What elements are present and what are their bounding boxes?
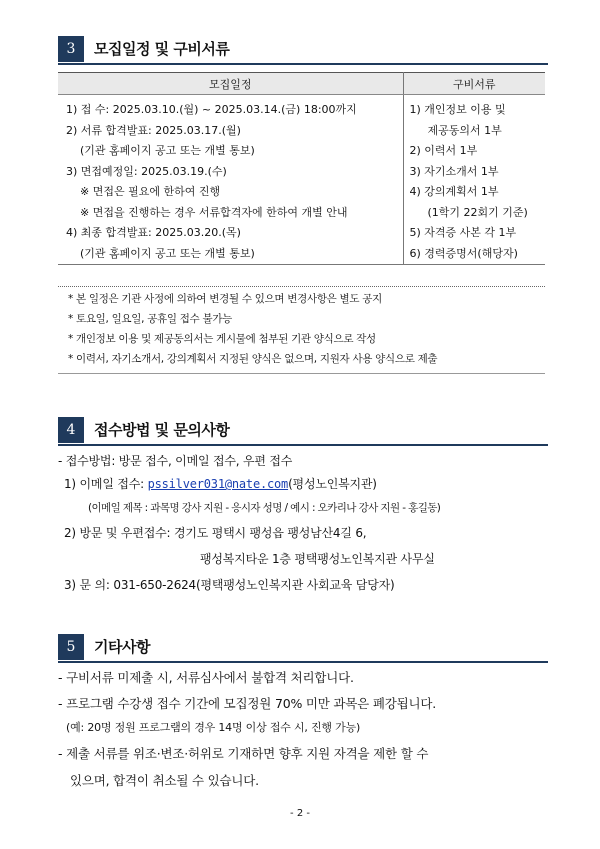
contact-line: 3) 문 의: 031-650-2624(평택팽성노인복지관 사회교육 담당자)	[64, 578, 395, 592]
other-line: - 프로그램 수강생 접수 기간에 모집정원 70% 미만 과목은 폐강됩니다.	[58, 696, 436, 711]
email-org: (평성노인복지관)	[288, 477, 377, 491]
document-line: 5) 자격증 사본 각 1부	[409, 226, 517, 239]
schedule-cell	[58, 95, 403, 265]
section-3-rule	[58, 63, 548, 65]
note-line: * 개인정보 이용 및 제공동의서는 게시물에 첨부된 기관 양식으로 작성	[68, 333, 376, 345]
document-line: 6) 경력증명서(해당자)	[409, 246, 518, 260]
receipt-method: - 접수방법: 방문 접수, 이메일 접수, 우편 접수	[58, 454, 293, 468]
note-line: * 본 일정은 기관 사정에 의하여 변경될 수 있으며 변경사항은 별도 공지	[68, 293, 382, 305]
document-line: 4) 강의계획서 1부	[409, 185, 499, 198]
visit-address-line: 2) 방문 및 우편접수: 경기도 평택시 팽성읍 팽성남산4길 6,	[64, 526, 367, 540]
document-line: 제공동의서 1부	[427, 123, 502, 137]
other-line: (예: 20명 정원 프로그램의 경우 14명 이상 접수 시, 진행 가능)	[66, 721, 361, 734]
note-line: * 이력서, 자기소개서, 강의계획서 지정된 양식은 없으며, 지원자 사용 양식으로 제출	[68, 353, 438, 365]
email-label: 1) 이메일 접수:	[64, 477, 148, 491]
schedule-line: ※ 면접을 진행하는 경우 서류합격자에 한하여 개별 안내	[80, 205, 348, 219]
schedule-table	[58, 72, 545, 265]
visit-address-line-2: 팽성복지타운 1층 평택팽성노인복지관 사무실	[200, 552, 435, 566]
section-3-number: 3	[58, 36, 84, 62]
schedule-line: (기관 홈페이지 공고 또는 개별 통보)	[80, 246, 255, 260]
other-line: - 제출 서류를 위조·변조·허위로 기재하면 향후 지원 자격을 제한 할 수	[58, 746, 429, 761]
schedule-line: 4) 최종 합격발표: 2025.03.20.(목)	[66, 226, 241, 239]
section-5-header	[58, 634, 548, 662]
note-line: * 토요일, 일요일, 공휴일 접수 불가능	[68, 313, 233, 325]
schedule-line: ※ 면접은 필요에 한하여 진행	[80, 185, 221, 198]
schedule-line: (기관 홈페이지 공고 또는 개별 통보)	[80, 144, 255, 157]
section-4-number: 4	[58, 417, 84, 443]
section-5-number: 5	[58, 634, 84, 660]
documents-cell	[403, 95, 545, 265]
document-line: 1) 개인정보 이용 및	[409, 103, 506, 116]
schedule-notes	[58, 286, 545, 374]
section-4-header	[58, 417, 548, 445]
page-number: - 2 -	[290, 808, 310, 819]
document-line: 2) 이력서 1부	[409, 144, 478, 157]
schedule-line: 3) 면접예정일: 2025.03.19.(수)	[66, 164, 227, 178]
email-subject-note: (이메일 제목 : 과목명 강사 지원 - 응시자 성명 / 예시 : 오카리나 강사 지원 - 홍길동)	[88, 502, 441, 514]
document-line: 3) 자기소개서 1부	[409, 164, 499, 178]
schedule-header: 모집일정	[58, 73, 403, 95]
schedule-line: 1) 접 수: 2025.03.10.(월) ~ 2025.03.14.(금) 18:00까지	[66, 103, 357, 116]
section-5-title: 기타사항	[94, 638, 150, 656]
section-4-title: 접수방법 및 문의사항	[94, 421, 230, 439]
other-line: - 구비서류 미제출 시, 서류심사에서 불합격 처리합니다.	[58, 670, 354, 685]
email-link[interactable]: pssilver031@nate.com	[147, 477, 289, 491]
documents-header: 구비서류	[403, 73, 545, 95]
section-3-title: 모집일정 및 구비서류	[94, 40, 230, 58]
section-4-rule	[58, 444, 548, 446]
document-line: (1학기 22회기 기준)	[427, 205, 528, 219]
section-5-rule	[58, 661, 548, 663]
other-line: 있으며, 합격이 취소될 수 있습니다.	[70, 773, 259, 788]
email-line	[64, 475, 377, 492]
schedule-line: 2) 서류 합격발표: 2025.03.17.(월)	[66, 123, 241, 137]
section-3-header	[58, 36, 548, 64]
